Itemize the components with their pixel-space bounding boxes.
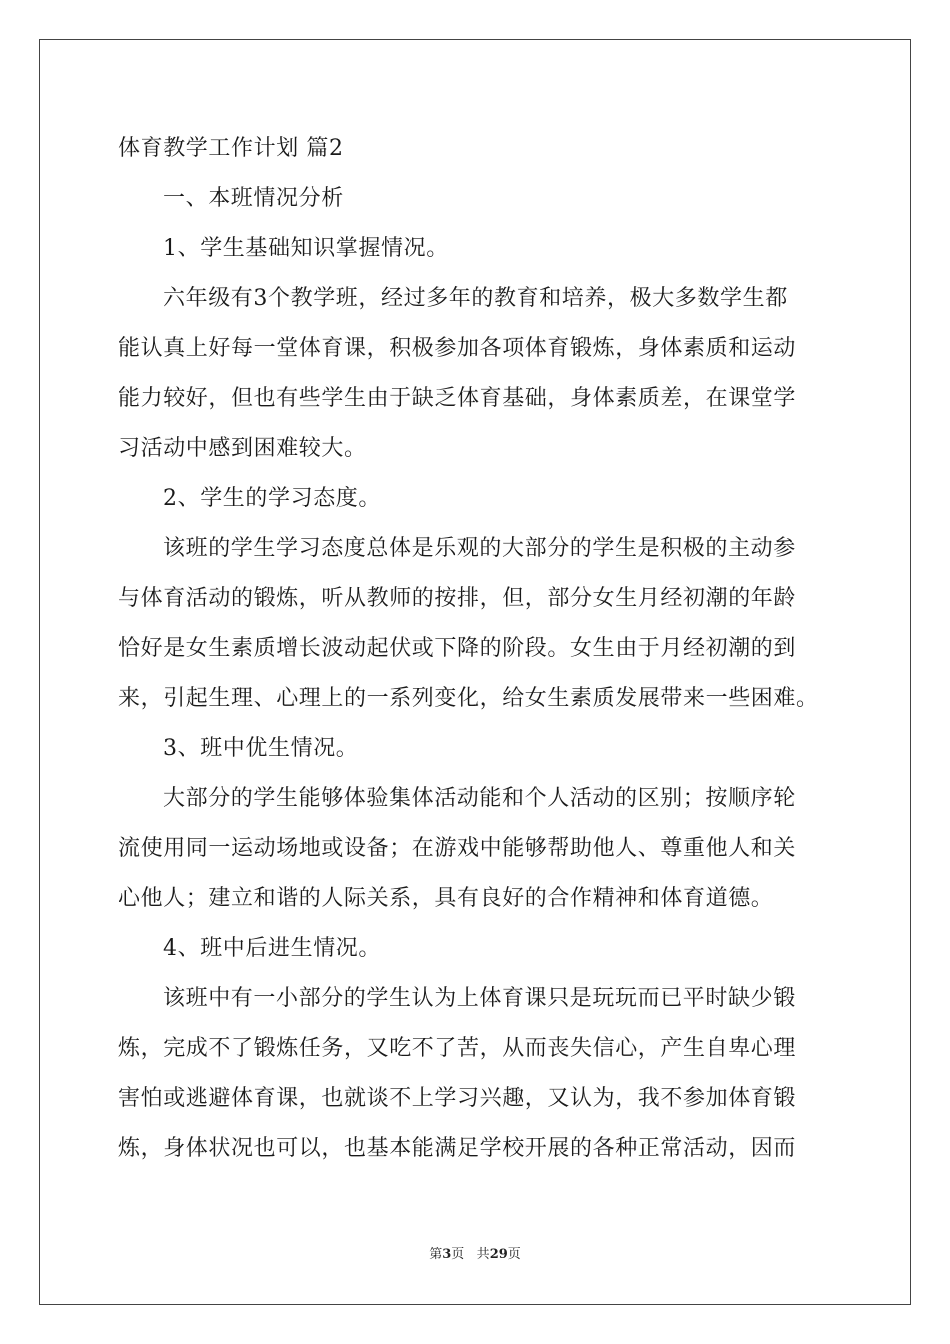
page-border: [39, 39, 911, 1305]
paragraph-line: 习活动中感到困难较大。: [118, 436, 367, 461]
paragraph-line: 流使用同一运动场地或设备；在游戏中能够帮助他人、尊重他人和关: [118, 836, 797, 861]
paragraph-line: 炼，完成不了锻炼任务，又吃不了苦，从而丧失信心，产生自卑心理: [118, 1036, 797, 1061]
footer-total-prefix: 共: [476, 1247, 490, 1262]
document-title: 体育教学工作计划 篇2: [118, 136, 344, 161]
paragraph-line: 来，引起生理、心理上的一系列变化，给女生素质发展带来一些困难。: [118, 686, 819, 711]
paragraph-line: 与体育活动的锻炼，听从教师的按排，但，部分女生月经初潮的年龄: [118, 586, 797, 611]
footer-total-suffix: 页: [507, 1247, 521, 1262]
paragraph-line: 害怕或逃避体育课，也就谈不上学习兴趣，又认为，我不参加体育锻: [118, 1086, 797, 1111]
footer-page-suffix: 页: [451, 1247, 465, 1262]
paragraph-line: 能认真上好每一堂体育课，积极参加各项体育锻炼，身体素质和运动: [118, 336, 797, 361]
paragraph-line: 大部分的学生能够体验集体活动能和个人活动的区别；按顺序轮: [163, 786, 796, 811]
paragraph-line: 该班中有一小部分的学生认为上体育课只是玩玩而已平时缺少锻: [163, 986, 796, 1011]
subsection-heading: 2、学生的学习态度。: [163, 486, 381, 511]
paragraph-line: 六年级有3个教学班，经过多年的教育和培养，极大多数学生都: [163, 286, 788, 311]
section-heading: 一、本班情况分析: [163, 186, 344, 211]
paragraph-line: 能力较好，但也有些学生由于缺乏体育基础，身体素质差，在课堂学: [118, 386, 797, 411]
footer-page-prefix: 第: [429, 1247, 443, 1262]
page-footer: [0, 1246, 950, 1264]
paragraph-line: 心他人；建立和谐的人际关系，具有良好的合作精神和体育道德。: [118, 886, 774, 911]
footer-page-number: 3: [442, 1247, 452, 1262]
subsection-heading: 1、学生基础知识掌握情况。: [163, 236, 449, 261]
paragraph-line: 该班的学生学习态度总体是乐观的大部分的学生是积极的主动参: [163, 536, 796, 561]
subsection-heading: 4、班中后进生情况。: [163, 936, 381, 961]
footer-total-pages: 29: [489, 1247, 508, 1262]
paragraph-line: 炼，身体状况也可以，也基本能满足学校开展的各种正常活动，因而: [118, 1136, 797, 1161]
subsection-heading: 3、班中优生情况。: [163, 736, 359, 761]
paragraph-line: 恰好是女生素质增长波动起伏或下降的阶段。女生由于月经初潮的到: [118, 636, 797, 661]
